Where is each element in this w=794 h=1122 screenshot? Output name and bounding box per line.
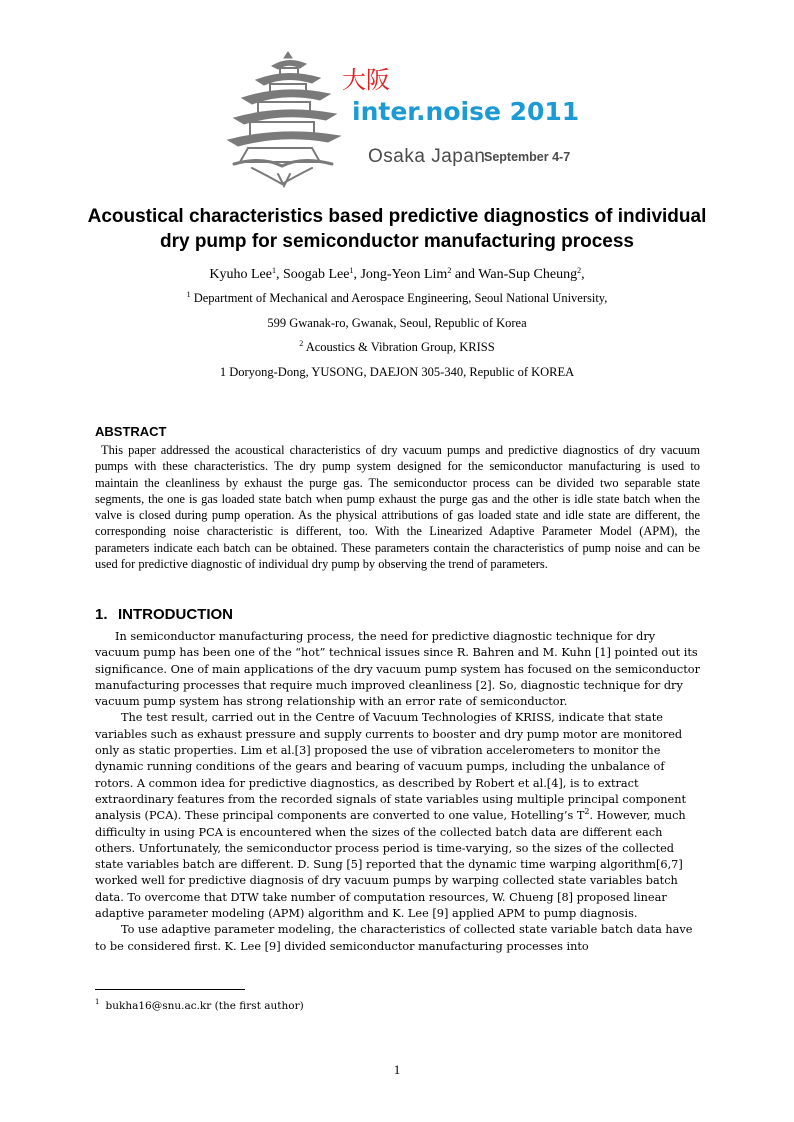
footnote	[95, 998, 304, 1012]
affiliation-1-mark: 1	[186, 290, 191, 299]
affiliation-1-line-2: 599 Gwanak-ro, Gwanak, Seoul, Republic of Korea	[267, 316, 527, 330]
abstract-body: This paper addressed the acoustical characteristics of dry vacuum pumps and predictive diagnostics of dry vacuum pumps with these characteristics. The dry pump system designed for the semiconductor manufacturing is used to maintain the cleanliness by exhaust the purge gas. The semiconductor process can be divided two separable state segments, the one is gas loaded state batch when pump exhaust the purge gas and the other is idle state batch when the valve is closed during pump operation. As the physical attributions of gas loaded state and idle state are different, the corresponding noise characteristic is different, too. With the Linearized Adaptive Parameter Model (APM), the parameters indicate each batch can be obtained. These parameters contain the characteristics of pump noise and can be used for predictive diagnostic of individual dry pump by observing the trend of parameters.	[95, 443, 700, 572]
author-2-affil-mark: 1	[349, 266, 354, 275]
author-4: Wan-Sup Cheung	[478, 267, 578, 282]
castle-icon	[228, 52, 340, 186]
conference-logo	[212, 50, 592, 190]
intro-paragraph-2	[95, 710, 702, 922]
paper-title	[60, 204, 734, 254]
logo-brand: inter.noise 2011	[352, 97, 580, 126]
author-separator: ,	[581, 267, 585, 282]
author-3-affil-mark: 2	[447, 266, 452, 275]
author-4-affil-mark: 2	[577, 266, 582, 275]
section-number: 1.	[95, 606, 108, 623]
logo-city: Osaka Japan	[368, 146, 486, 167]
author-separator: ,	[353, 267, 361, 282]
author-3: Jong-Yeon Lim	[360, 267, 448, 282]
title-line-1: Acoustical characteristics based predictive diagnostics of individual	[87, 206, 707, 227]
introduction-body	[95, 629, 702, 955]
affiliation-2-text: Acoustics & Vibration Group, KRISS	[305, 340, 495, 354]
author-separator: and	[451, 267, 479, 282]
hotelling-superscript: 2	[584, 807, 590, 817]
footnote-divider	[95, 989, 245, 990]
author-list	[60, 266, 734, 284]
intro-paragraph-2-part-b: . However, much difficulty in using PCA is encountered when the sizes of the collected batch data are different each others. Unfortunately, the semiconductor process period is time-varying, so the sizes of the collected state variables batch are different. D. Sung [5] reported that the dynamic time warping algorithm[6,7] worked well for predictive diagnosis of dry vacuum pumps by warping collected state variables batch data. To overcome that DTW take number of computation resources, W. Chueng [8] proposed linear adaptive parameter modeling (APM) algorithm and K. Lee [9] applied APM to pump diagnosis.	[95, 809, 686, 921]
title-line-2: dry pump for semiconductor manufacturing process	[159, 231, 635, 252]
author-separator: ,	[275, 267, 283, 282]
intro-paragraph-1: In semiconductor manufacturing process, the need for predictive diagnostic technique for dry vacuum pump has been one of the “hot” technical issues since R. Bahren and M. Kuhn [1] pointed out its significance. One of main applications of the dry vacuum pump system has focused on the semiconductor manufacturing processes that require much improved cleanliness [2]. So, diagnostic technique for dry vacuum pump system has strong relationship with an error rate of semiconductor.	[95, 630, 700, 709]
abstract-heading: ABSTRACT	[95, 424, 167, 439]
author-1-affil-mark: 1	[271, 266, 276, 275]
author-2: Soogab Lee	[282, 267, 350, 282]
affiliation-2-line-2: 1 Doryong-Dong, YUSONG, DAEJON 305-340, Republic of KOREA	[219, 365, 575, 379]
intro-paragraph-2-part-a: The test result, carried out in the Centre of Vacuum Technologies of KRISS, indicate that state variables such as exhaust pressure and supply currents to booster and dry pump motor are monitored only as static properties. Lim et al.[3] proposed the use of vibration accelerometers to monitor the dynamic running conditions of the gears and bearing of vacuum pumps, including the unbalance of rotors. A common idea for predictive diagnostics, as described by Robert et al.[4], is to extract extraordinary features from the recorded signals of state variables using multiple principal component analysis (PCA). These principal components are converted to one value, Hotelling’s T	[95, 711, 687, 823]
page-number: 1	[393, 1062, 401, 1077]
logo-dates: September 4-7	[484, 150, 571, 164]
intro-paragraph-3: To use adaptive parameter modeling, the characteristics of collected state variable batch data have to be considered first. K. Lee [9] divided semiconductor manufacturing processes into	[95, 923, 693, 953]
osaka-castle-logo	[212, 50, 592, 190]
logo-kanji: 大阪	[342, 66, 390, 94]
affiliation-2-mark: 2	[299, 339, 304, 348]
footnote-mark: 1	[95, 998, 100, 1006]
author-1: Kyuho Lee	[209, 267, 272, 282]
section-title: INTRODUCTION	[118, 606, 233, 623]
affiliation-1-line-1	[60, 290, 734, 306]
affiliation-1-text: Department of Mechanical and Aerospace Engineering, Seoul National University,	[193, 291, 608, 305]
footnote-email: bukha16@snu.ac.kr (the first author)	[105, 1000, 304, 1012]
affiliation-2-line-1	[60, 339, 734, 355]
introduction-heading	[95, 606, 233, 623]
